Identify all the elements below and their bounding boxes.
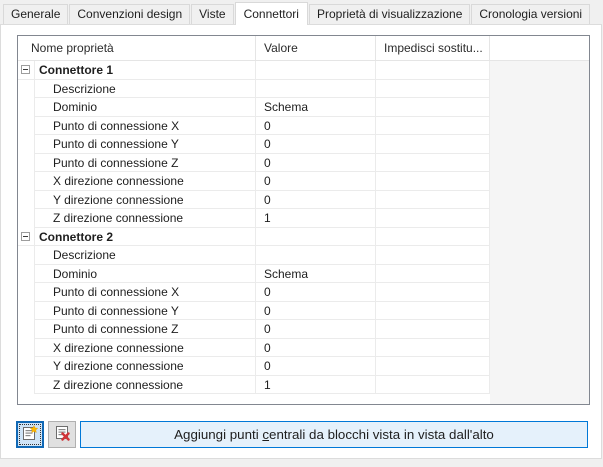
- row-gutter: [18, 283, 35, 302]
- property-value[interactable]: 0: [255, 302, 375, 321]
- grid-right-filler: [490, 61, 589, 404]
- property-value[interactable]: 1: [255, 376, 375, 395]
- property-override[interactable]: [375, 98, 490, 117]
- property-name: X direzione connessione: [35, 172, 255, 191]
- row-gutter: [18, 339, 35, 358]
- property-override[interactable]: [375, 357, 490, 376]
- property-row[interactable]: [18, 283, 490, 302]
- property-value[interactable]: Schema: [255, 98, 375, 117]
- property-name: Z direzione connessione: [35, 209, 255, 228]
- property-row[interactable]: [18, 117, 490, 136]
- property-name: Punto di connessione X: [35, 283, 255, 302]
- property-row[interactable]: [18, 172, 490, 191]
- property-name: Dominio: [35, 265, 255, 284]
- grid-content: [18, 61, 589, 404]
- group-override-cell: [375, 228, 490, 247]
- property-row[interactable]: [18, 154, 490, 173]
- column-header-valore[interactable]: Valore: [255, 36, 375, 60]
- property-row[interactable]: [18, 339, 490, 358]
- property-value[interactable]: 0: [255, 339, 375, 358]
- property-value[interactable]: 0: [255, 357, 375, 376]
- row-gutter: [18, 209, 35, 228]
- row-gutter: [18, 135, 35, 154]
- property-row[interactable]: [18, 209, 490, 228]
- property-name: Descrizione: [35, 80, 255, 99]
- property-override[interactable]: [375, 376, 490, 395]
- tab-cronologia-versioni[interactable]: Cronologia versioni: [471, 4, 590, 24]
- property-value[interactable]: 0: [255, 172, 375, 191]
- property-value[interactable]: 0: [255, 135, 375, 154]
- row-gutter: [18, 98, 35, 117]
- property-override[interactable]: [375, 154, 490, 173]
- property-value[interactable]: [255, 80, 375, 99]
- property-name: Punto di connessione Y: [35, 302, 255, 321]
- property-name: Punto di connessione Z: [35, 320, 255, 339]
- collapse-minus-icon[interactable]: [21, 65, 30, 74]
- property-name: Punto di connessione X: [35, 117, 255, 136]
- group-row[interactable]: [18, 61, 490, 80]
- group-row[interactable]: [18, 228, 490, 247]
- property-name: Punto di connessione Z: [35, 154, 255, 173]
- property-override[interactable]: [375, 172, 490, 191]
- column-header-filler: [490, 36, 589, 60]
- tab-propriet-di-visualizzazione[interactable]: Proprietà di visualizzazione: [309, 4, 470, 24]
- row-gutter: [18, 80, 35, 99]
- grid-header-row: [18, 36, 589, 61]
- remove-connector-button[interactable]: [48, 421, 76, 448]
- property-row[interactable]: [18, 191, 490, 210]
- property-value[interactable]: 0: [255, 320, 375, 339]
- tab-page-connettori: [0, 24, 602, 459]
- tab-generale[interactable]: Generale: [3, 4, 68, 24]
- property-name: Z direzione connessione: [35, 376, 255, 395]
- property-row[interactable]: [18, 98, 490, 117]
- group-name: Connettore 2: [35, 228, 255, 247]
- column-header-nome-proprieta[interactable]: Nome proprietà: [31, 41, 114, 55]
- tab-connettori[interactable]: Connettori: [235, 2, 308, 25]
- property-override[interactable]: [375, 80, 490, 99]
- property-override[interactable]: [375, 209, 490, 228]
- row-gutter: [18, 117, 35, 136]
- property-row[interactable]: [18, 302, 490, 321]
- property-row[interactable]: [18, 357, 490, 376]
- row-gutter: [18, 265, 35, 284]
- row-gutter: [18, 357, 35, 376]
- property-row[interactable]: [18, 320, 490, 339]
- group-gutter: [18, 61, 35, 80]
- column-header-impedisci-sostituzione[interactable]: Impedisci sostitu...: [375, 36, 490, 60]
- group-value-cell: [255, 228, 375, 247]
- new-connector-icon: [22, 425, 38, 444]
- property-override[interactable]: [375, 265, 490, 284]
- property-value[interactable]: [255, 246, 375, 265]
- property-value[interactable]: 0: [255, 117, 375, 136]
- row-gutter: [18, 320, 35, 339]
- property-name: Y direzione connessione: [35, 357, 255, 376]
- property-name: Punto di connessione Y: [35, 135, 255, 154]
- property-override[interactable]: [375, 283, 490, 302]
- add-center-points-accesskey: c: [262, 427, 270, 442]
- property-row[interactable]: [18, 376, 490, 395]
- add-connector-button[interactable]: [16, 421, 44, 448]
- tab-viste[interactable]: Viste: [191, 4, 233, 24]
- row-gutter: [18, 376, 35, 395]
- property-value[interactable]: 0: [255, 191, 375, 210]
- group-value-cell: [255, 61, 375, 80]
- property-override[interactable]: [375, 302, 490, 321]
- group-gutter: [18, 228, 35, 247]
- group-name: Connettore 1: [35, 61, 255, 80]
- tab-convenzioni-design[interactable]: Convenzioni design: [69, 4, 190, 24]
- property-row[interactable]: [18, 265, 490, 284]
- row-gutter: [18, 246, 35, 265]
- property-name: Dominio: [35, 98, 255, 117]
- property-override[interactable]: [375, 191, 490, 210]
- group-override-cell: [375, 61, 490, 80]
- row-gutter: [18, 172, 35, 191]
- property-override[interactable]: [375, 339, 490, 358]
- property-name: Y direzione connessione: [35, 191, 255, 210]
- property-override[interactable]: [375, 246, 490, 265]
- property-value[interactable]: 1: [255, 209, 375, 228]
- collapse-minus-icon[interactable]: [21, 232, 30, 241]
- property-override[interactable]: [375, 320, 490, 339]
- property-value[interactable]: 0: [255, 283, 375, 302]
- property-grid: [17, 35, 590, 405]
- property-name: Descrizione: [35, 246, 255, 265]
- add-center-points-label-suffix: entrali da blocchi vista in vista dall'alto: [269, 427, 494, 442]
- row-gutter: [18, 191, 35, 210]
- property-override[interactable]: [375, 117, 490, 136]
- property-row[interactable]: [18, 135, 490, 154]
- row-gutter: [18, 154, 35, 173]
- tab-strip: [3, 2, 591, 24]
- property-name: X direzione connessione: [35, 339, 255, 358]
- add-center-points-button[interactable]: [80, 421, 588, 448]
- property-value[interactable]: 0: [255, 154, 375, 173]
- property-value[interactable]: Schema: [255, 265, 375, 284]
- property-row[interactable]: [18, 246, 490, 265]
- row-gutter: [18, 302, 35, 321]
- remove-connector-icon: [54, 425, 70, 444]
- property-override[interactable]: [375, 135, 490, 154]
- add-center-points-label-prefix: Aggiungi punti: [174, 427, 263, 442]
- grid-body: [18, 61, 490, 404]
- property-row[interactable]: [18, 80, 490, 99]
